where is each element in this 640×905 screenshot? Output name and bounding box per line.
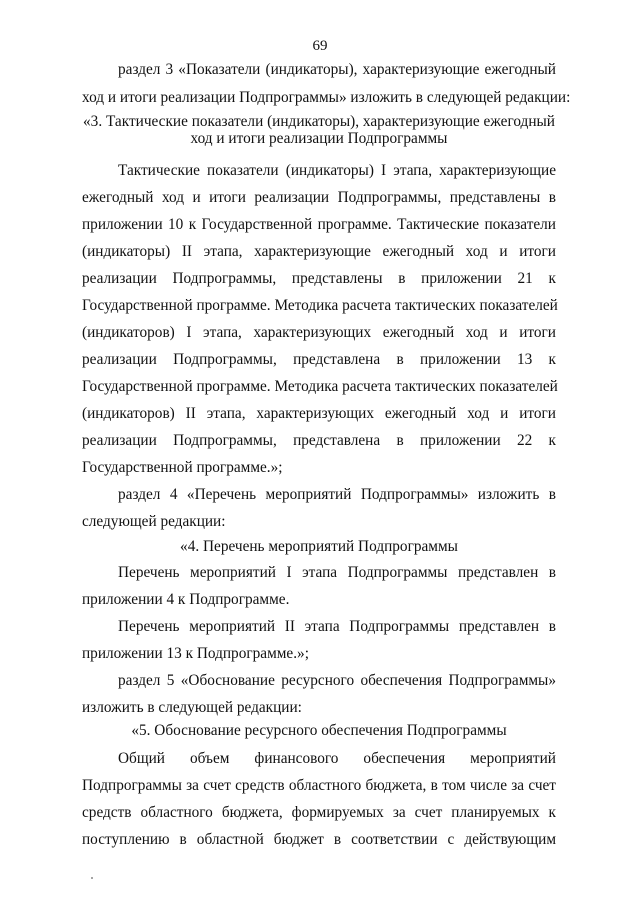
- text-line: приложении 4 к Подпрограмме.: [82, 591, 290, 608]
- text-line: Государственной программе.»;: [82, 459, 283, 476]
- text-line: (индикаторов) I этапа, характеризующих ежегодный ход и итоги: [82, 324, 556, 341]
- text-line: поступлению в областной бюджет в соответствии с действующим: [82, 831, 556, 848]
- section-heading: «3. Тактические показатели (индикаторы), характеризующие ежегодный: [83, 113, 555, 130]
- section-heading: «5. Обоснование ресурсного обеспечения Подпрограммы: [131, 722, 507, 739]
- text-line: Общий объем финансового обеспечения мероприятий: [118, 750, 556, 767]
- text-line: раздел 3 «Показатели (индикаторы), характеризующие ежегодный: [118, 61, 556, 78]
- text-line: Государственной программе. Методика расчета тактических показателей: [82, 297, 558, 314]
- text-line: Перечень мероприятий I этапа Подпрограммы представлен в: [118, 564, 556, 581]
- scan-speck: [91, 877, 93, 879]
- text-line: ход и итоги реализации Подпрограммы» изложить в следующей редакции:: [82, 89, 571, 106]
- text-line: приложении 13 к Подпрограмме.»;: [82, 645, 309, 662]
- text-line: реализации Подпрограммы, представлены в приложении 21 к: [82, 270, 556, 287]
- text-line: реализации Подпрограммы, представлена в приложении 22 к: [82, 432, 556, 449]
- section-heading: ход и итоги реализации Подпрограммы: [190, 130, 448, 147]
- section-heading: «4. Перечень мероприятий Подпрограммы: [180, 538, 458, 555]
- text-line: раздел 4 «Перечень мероприятий Подпрограммы» изложить в: [118, 486, 556, 503]
- text-line: приложении 10 к Государственной программе. Тактические показатели: [82, 216, 556, 233]
- text-line: Перечень мероприятий II этапа Подпрограммы представлен в: [118, 618, 556, 635]
- text-line: Государственной программе. Методика расчета тактических показателей: [82, 378, 558, 395]
- text-line: реализации Подпрограммы, представлена в приложении 13 к: [82, 351, 556, 368]
- text-line: средств областного бюджета, формируемых за счет планируемых к: [82, 804, 556, 821]
- text-line: ежегодный ход и итоги реализации Подпрограммы, представлены в: [82, 189, 556, 206]
- page-number: 69: [312, 38, 328, 54]
- text-line: (индикаторов) II этапа, характеризующих ежегодный ход и итоги: [82, 405, 556, 422]
- text-line: (индикаторы) II этапа, характеризующие ежегодный ход и итоги: [82, 243, 556, 260]
- text-line: раздел 5 «Обоснование ресурсного обеспечения Подпрограммы»: [118, 672, 556, 689]
- text-line: Подпрограммы за счет средств областного бюджета, в том числе за счет: [82, 777, 556, 794]
- text-line: Тактические показатели (индикаторы) I этапа, характеризующие: [118, 162, 556, 179]
- text-line: изложить в следующей редакции:: [82, 699, 302, 716]
- text-line: следующей редакции:: [82, 513, 226, 530]
